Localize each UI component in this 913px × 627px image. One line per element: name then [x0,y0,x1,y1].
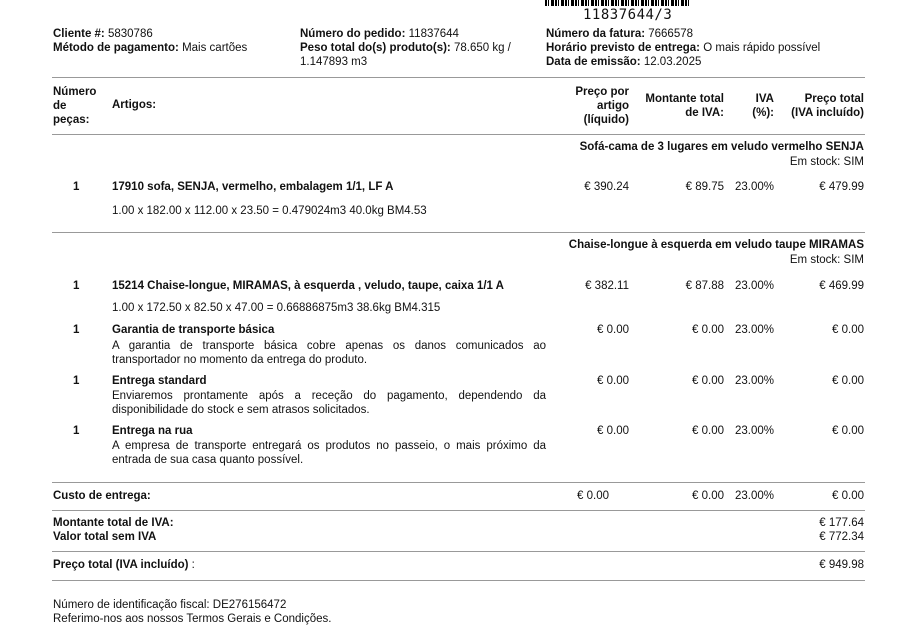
delivery-cost-pct: 23.00% [734,490,774,502]
col-total-line: (IVA incluído) [791,107,864,119]
divider [52,580,865,581]
col-qty-line: Número [53,86,97,98]
row-desc: 1.00 x 172.50 x 82.50 x 47.00 = 0.66886875m3 38.6kg BM4.315 [112,302,441,314]
col-vat-amount-header [645,92,724,120]
vat-total-label: Montante total de IVA: [53,517,174,529]
row-qty: 1 [73,375,80,387]
row-desc: Enviaremos prontamente após a receção do pagamento, dependendo da disponibilidade do stock e sem atrasos solicitados. [112,390,546,416]
col-qty-line: peças: [53,114,90,126]
row-price: € 390.24 [584,181,629,193]
col-vat-pct-line: IVA [755,93,774,105]
divider [52,482,865,483]
row-pct: 23.00% [734,425,774,437]
row-total: € 479.99 [819,181,864,193]
col-items-header: Artigos: [112,99,157,111]
group-stock: Em stock: SIM [789,254,864,266]
order-line [300,28,459,40]
group-title: Chaise-longue à esquerda em veludo taupe MIRAMAS [568,239,864,251]
vat-total-value: € 177.64 [819,517,864,529]
net-total-label: Valor total sem IVA [53,531,157,543]
divider [52,551,865,552]
client-line [53,28,153,40]
row-name: 15214 Chaise-longue, MIRAMAS, à esquerda , veludo, taupe, caixa 1/1 A [112,280,504,292]
group-stock: Em stock: SIM [789,156,864,168]
net-total-value: € 772.34 [819,531,864,543]
row-qty: 1 [73,425,80,437]
row-desc: 1.00 x 182.00 x 112.00 x 23.50 = 0.479024m3 40.0kg BM4.53 [112,205,427,217]
row-name: 17910 sofa, SENJA, vermelho, embalagem 1/1, LF A [112,181,394,193]
row-price: € 0.00 [597,324,629,336]
row-name: Entrega standard [112,375,207,387]
row-vat: € 0.00 [692,324,724,336]
row-price: € 0.00 [597,375,629,387]
invoice-value: 7666578 [648,28,694,40]
payment-label: Método de pagamento: [53,42,179,54]
row-price: € 382.11 [585,280,629,292]
row-name: Entrega na rua [112,425,193,437]
gross-total-value: € 949.98 [819,559,864,571]
row-name: Garantia de transporte básica [112,324,275,336]
order-label: Número do pedido: [300,28,406,40]
col-price-line: artigo [597,100,629,112]
row-pct: 23.00% [734,324,774,336]
delivery-cost-vat: € 0.00 [692,490,724,502]
col-total-header [791,92,864,120]
divider [52,77,865,78]
issue-date-line [546,56,701,68]
weight-label: Peso total do(s) produto(s): [300,42,451,54]
col-price-line: Preço por [575,86,629,98]
weight-value: 78.650 kg / [453,42,511,54]
col-vat-pct-header [752,92,774,120]
row-qty: 1 [73,324,80,336]
delivery-label: Horário previsto de entrega: [546,42,701,54]
row-price: € 0.00 [597,425,629,437]
volume-line: 1.147893 m3 [300,56,368,68]
col-qty-header [53,85,96,127]
issue-value: 12.03.2025 [643,56,702,68]
terms-text: Referimo-nos aos nossos Termos Gerais e Condições. [53,613,332,625]
col-vat-amount-line: Montante total [645,93,724,105]
col-vat-amount-line: de IVA: [685,107,724,119]
weight-line [300,42,550,54]
col-price-header [575,85,629,127]
tax-id: Número de identificação fiscal: DE276156472 [53,599,287,611]
col-vat-pct-line: (%): [752,107,774,119]
col-qty-line: de [53,100,67,112]
divider [52,232,865,233]
col-price-line: (líquido) [583,114,629,126]
delivery-cost-label: Custo de entrega: [53,490,151,502]
barcode [545,0,690,6]
client-value: 5830786 [107,28,153,40]
invoice-line [546,28,693,40]
invoice-label: Número da fatura: [546,28,646,40]
gross-total-suffix: : [191,559,195,571]
delivery-time-line [546,42,820,54]
row-qty: 1 [73,181,80,193]
row-desc: A empresa de transporte entregará os produtos no passeio, o mais próximo da entrada de sua casa quanto possível. [112,440,546,466]
row-pct: 23.00% [734,280,774,292]
delivery-value: O mais rápido possível [703,42,821,54]
barcode-number: 11837644/3 [583,7,673,23]
row-total: € 0.00 [832,425,864,437]
row-vat: € 87.88 [685,280,724,292]
divider [52,510,865,511]
row-pct: 23.00% [734,181,774,193]
row-total: € 469.99 [819,280,864,292]
gross-total-line [53,559,195,571]
row-desc: A garantia de transporte básica cobre apenas os danos comunicados ao transportador no momento da entrega do produto. [112,340,546,366]
divider [52,134,865,135]
payment-value: Mais cartões [182,42,248,54]
payment-line [53,42,247,54]
issue-label: Data de emissão: [546,56,641,68]
row-vat: € 0.00 [692,425,724,437]
order-value: 11837644 [408,28,459,40]
row-qty: 1 [73,280,80,292]
row-vat: € 89.75 [685,181,724,193]
row-total: € 0.00 [832,375,864,387]
client-label: Cliente #: [53,28,105,40]
gross-total-label: Preço total (IVA incluído) [53,559,189,571]
delivery-cost-price: € 0.00 [577,490,609,502]
row-vat: € 0.00 [692,375,724,387]
row-total: € 0.00 [832,324,864,336]
col-total-line: Preço total [804,93,864,105]
delivery-cost-total: € 0.00 [832,490,864,502]
row-pct: 23.00% [734,375,774,387]
group-title: Sofá-cama de 3 lugares em veludo vermelho SENJA [579,141,864,153]
